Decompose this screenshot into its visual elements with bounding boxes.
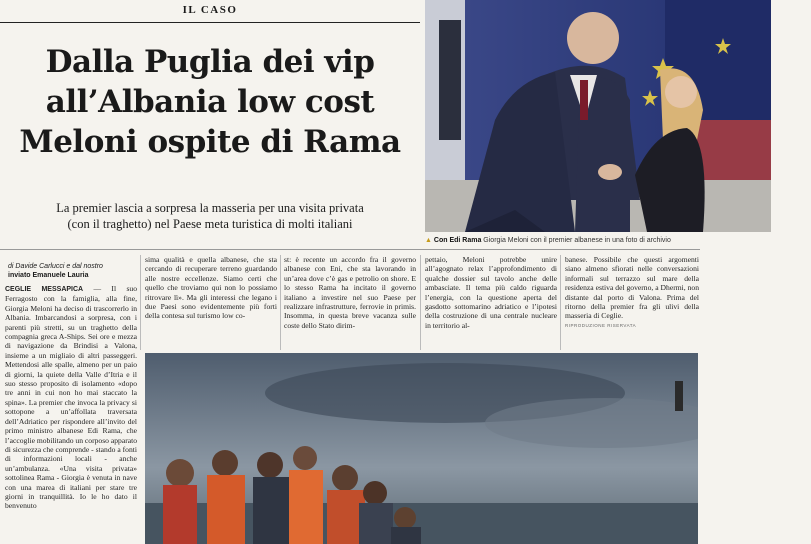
deck-line-1: La premier lascia a sorpresa la masseria per una visita privata (56, 201, 364, 215)
article-column-1 (5, 284, 137, 544)
byline-line-2: inviato Emanuele Lauria (8, 272, 89, 279)
column-divider-4 (560, 255, 561, 350)
photo-boat-migrants (145, 353, 698, 544)
byline (8, 262, 136, 280)
headline-line-1: Dalla Puglia dei vip (45, 44, 375, 80)
column-4-text: pettaio, Meloni potrebbe unire all’agognato relax l’approfondimento di qualche dossier sul tavolo anche delle ambasciate. Il tema più caldo riguarda l’energia, con la questione aperta del gasdotto sottomarino adriatico e l’ipotesi della costruzione di una centrale nucleare in territorio al- (425, 255, 557, 330)
dateline: CEGLIE MESSAPICA (5, 286, 84, 293)
column-2-text: sima qualità e quella albanese, che sta cercando di recuperare terreno guardando alle nostre eccellenze. Siamo certi che quello che troviamo qui non lo possiamo ritrovare lì». Ma gli interessi che legano i due Paesi sono evidentemente più forti della contesa sul turismo low co- (145, 255, 277, 321)
headline-line-2: all’Albania low cost (45, 84, 375, 120)
column-1-text: — Il suo Ferragosto con la famiglia, alla fine, Giorgia Meloni ha deciso di trascorrerlo in Albania. Imbarcandosi a sorpresa, con i parenti più stretti, su un traghetto della compagnia greca A-Ships. Sei ore e mezza di navigazione da Brindisi a Valona, insieme a un migliaio di altri passeggeri. Mettendosi alle spalle, almeno per un paio di giorni, la quiete della Valle d’Itria e il suo stesso proposito di isolamento «dopo tre anni in cui non ho mai staccato la spina». La premier che invoca la privacy si sottopone a un’affollata traversata dell’Adriatico per rispondere all’invito del primo ministro albanese Edi Rama, che l’accoglie mobilitando un corposo apparato di sicurezza che comprende - stando a fonti di informazioni locali - anche un’ambulanza. «Una visita privata» sottolinea Rama - Giorgia è venuta in nave con una marea di italiani per stare tre giorni in tranquillità. Io le ho dato il benvenuto (5, 284, 137, 511)
column-3-text: st: è recente un accordo fra il governo albanese con Eni, che sta lavorando in un’area dove c’è gas e petrolio on shore. E lo stesso Rama ha incitato il governo italiano a investire nel suo Paese per realizzare infrastrutture, ferrovie in primis. Insomma, in questa breve vacanza sulle coste dello Stato dirim- (284, 255, 416, 330)
article-column-4 (425, 255, 557, 350)
caption-marker-icon: ▲ (425, 237, 432, 244)
article-column-5 (565, 255, 699, 350)
byline-line-1: di Davide Carlucci e dal nostro (8, 263, 103, 270)
deck (10, 200, 410, 232)
column-divider-1 (140, 255, 141, 350)
column-5-text: banese. Possibile che questi argomenti siano almeno sfiorati nelle conversazioni informali sul terrazzo sul mare della residenza estiva del governo, a Dhermi, non distante dal porto di Valona. Prima del ritorno della premier fra gli ulivi della masseria di Ceglie. (565, 255, 699, 321)
headline (0, 42, 420, 162)
photo-meloni-rama-image (425, 0, 771, 232)
article-column-2 (145, 255, 277, 350)
article-column-3 (284, 255, 416, 350)
column-divider-3 (420, 255, 421, 350)
photo-boat-migrants-image (145, 353, 698, 544)
headline-line-3: Meloni ospite di Rama (19, 124, 401, 160)
photo-credit: RIPRODUZIONE RISERVATA (565, 322, 637, 328)
caption-label: Con Edi Rama (433, 237, 482, 244)
photo-caption (425, 236, 771, 245)
deck-line-2: (con il traghetto) nel Paese meta turistica di molti italiani (67, 217, 353, 231)
photo-meloni-rama (425, 0, 771, 232)
section-divider (0, 249, 700, 250)
section-kicker: IL CASO (182, 4, 238, 16)
caption-text: Giorgia Meloni con il premier albanese in una foto di archivio (483, 237, 671, 244)
kicker-rule (0, 22, 420, 23)
column-divider-2 (280, 255, 281, 350)
